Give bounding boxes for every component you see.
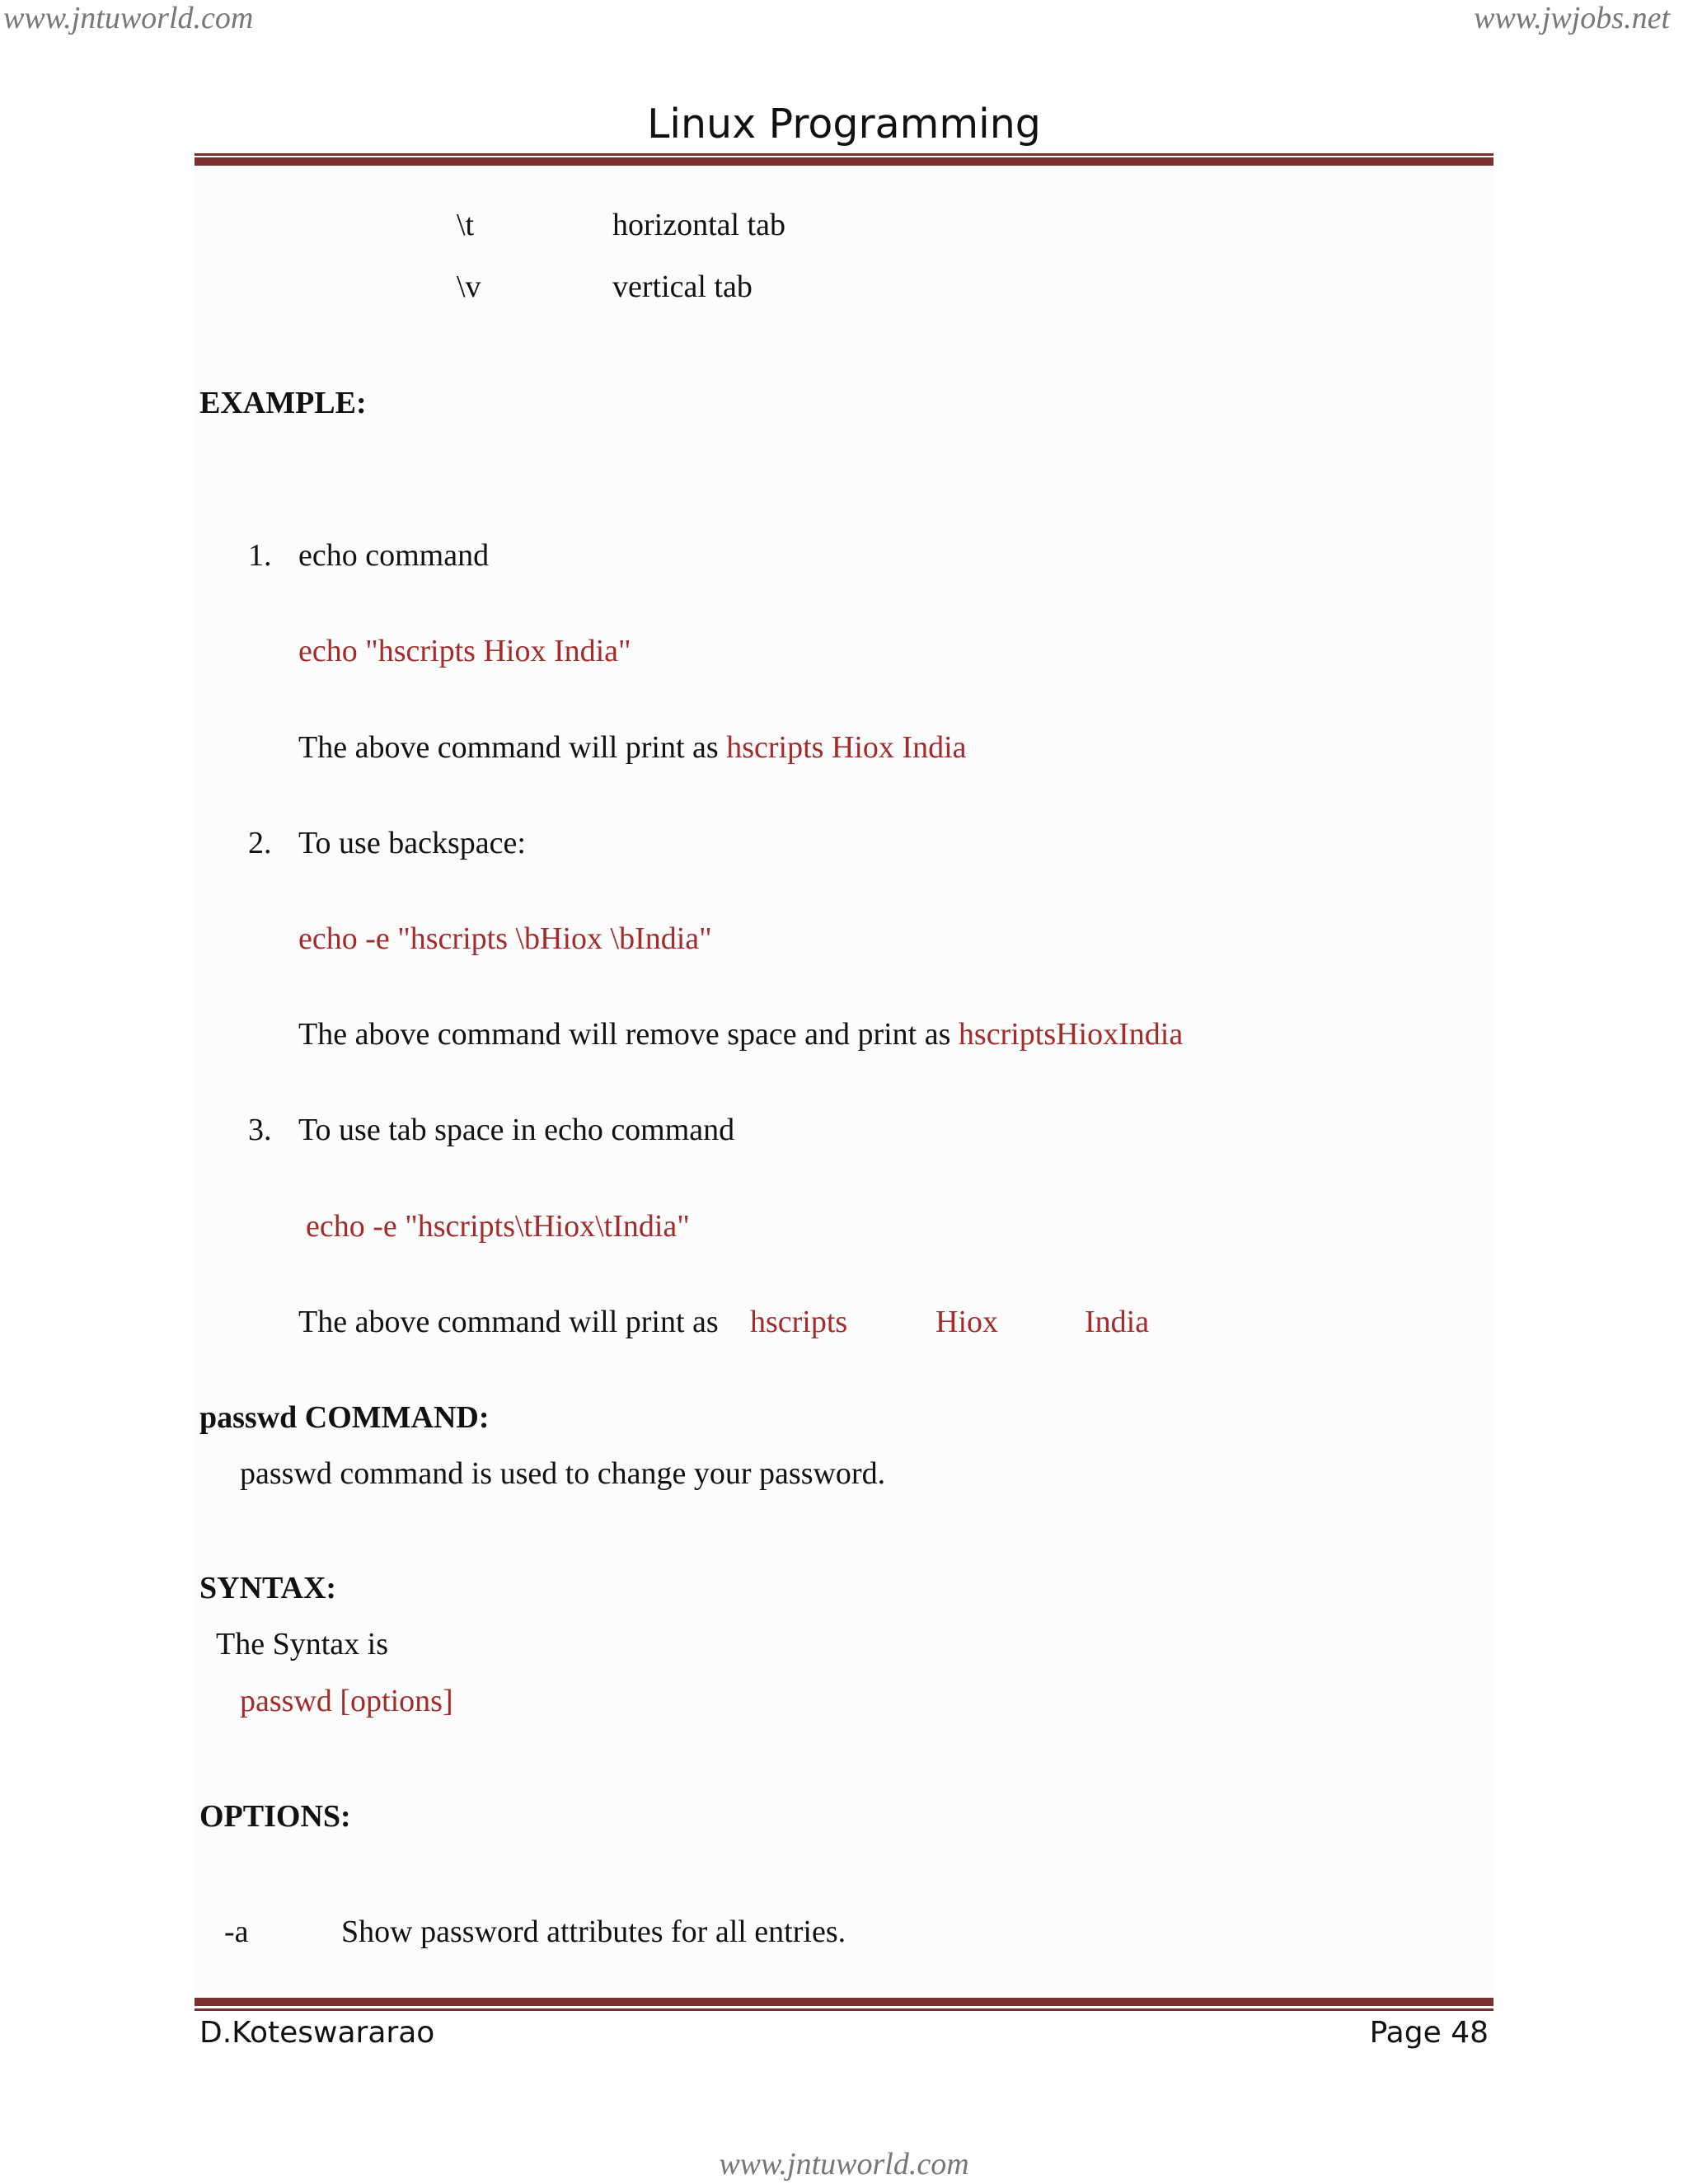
item-3-number: 3. bbox=[248, 1113, 272, 1147]
escape-code-v: \v bbox=[457, 269, 481, 304]
item-2-desc-prefix: The above command will remove space and print as bbox=[298, 1017, 959, 1052]
escape-desc-t: horizontal tab bbox=[612, 208, 785, 242]
page-title: Linux Programming bbox=[647, 101, 1041, 148]
item-1-desc-prefix: The above command will print as bbox=[298, 730, 727, 765]
footer-page-number: Page 48 bbox=[1369, 2016, 1489, 2050]
footer-rule-thin bbox=[195, 2008, 1493, 2011]
option-desc: Show password attributes for all entries. bbox=[341, 1915, 846, 1949]
item-3-result-2: Hiox bbox=[935, 1305, 998, 1339]
item-3-result-1: hscripts bbox=[750, 1305, 848, 1339]
item-2-desc bbox=[298, 1019, 1183, 1050]
item-2-code: echo -e "hscripts \bHiox \bIndia" bbox=[298, 921, 712, 956]
syntax-heading: SYNTAX: bbox=[199, 1571, 337, 1605]
options-heading: OPTIONS: bbox=[199, 1799, 351, 1834]
escape-desc-v: vertical tab bbox=[612, 269, 753, 304]
item-2-desc-result: hscriptsHioxIndia bbox=[958, 1017, 1184, 1052]
item-3-desc-prefix: The above command will print as bbox=[298, 1305, 727, 1339]
watermark-top-left: www.jntuworld.com bbox=[3, 1, 254, 35]
item-1-code: echo "hscripts Hiox India" bbox=[298, 634, 631, 668]
watermark-top-right: www.jwjobs.net bbox=[1474, 1, 1670, 35]
watermark-bottom: www.jntuworld.com bbox=[719, 2147, 969, 2182]
item-1-number: 1. bbox=[248, 538, 272, 573]
passwd-desc: passwd command is used to change your password. bbox=[240, 1456, 886, 1491]
item-3-result-3: India bbox=[1085, 1305, 1150, 1339]
item-3-code: echo -e "hscripts\tHiox\tIndia" bbox=[306, 1209, 690, 1244]
item-3-label: To use tab space in echo command bbox=[298, 1113, 735, 1147]
syntax-intro: The Syntax is bbox=[216, 1627, 388, 1661]
syntax-code: passwd [options] bbox=[240, 1684, 453, 1718]
footer-rule-thick bbox=[195, 1998, 1493, 2006]
item-1-label: echo command bbox=[298, 538, 490, 573]
example-heading: EXAMPLE: bbox=[199, 386, 367, 420]
footer-author: D.Koteswararao bbox=[199, 2016, 435, 2050]
item-2-number: 2. bbox=[248, 826, 272, 860]
header-rule-thick bbox=[195, 157, 1493, 166]
option-flag: -a bbox=[224, 1915, 249, 1949]
item-1-desc-result: hscripts Hiox India bbox=[726, 730, 967, 765]
passwd-heading: passwd COMMAND: bbox=[199, 1400, 490, 1435]
escape-code-t: \t bbox=[457, 208, 475, 242]
item-2-label: To use backspace: bbox=[298, 826, 526, 860]
header-rule-thin bbox=[195, 153, 1493, 156]
item-1-desc bbox=[298, 732, 967, 763]
content-panel bbox=[195, 169, 1493, 1994]
